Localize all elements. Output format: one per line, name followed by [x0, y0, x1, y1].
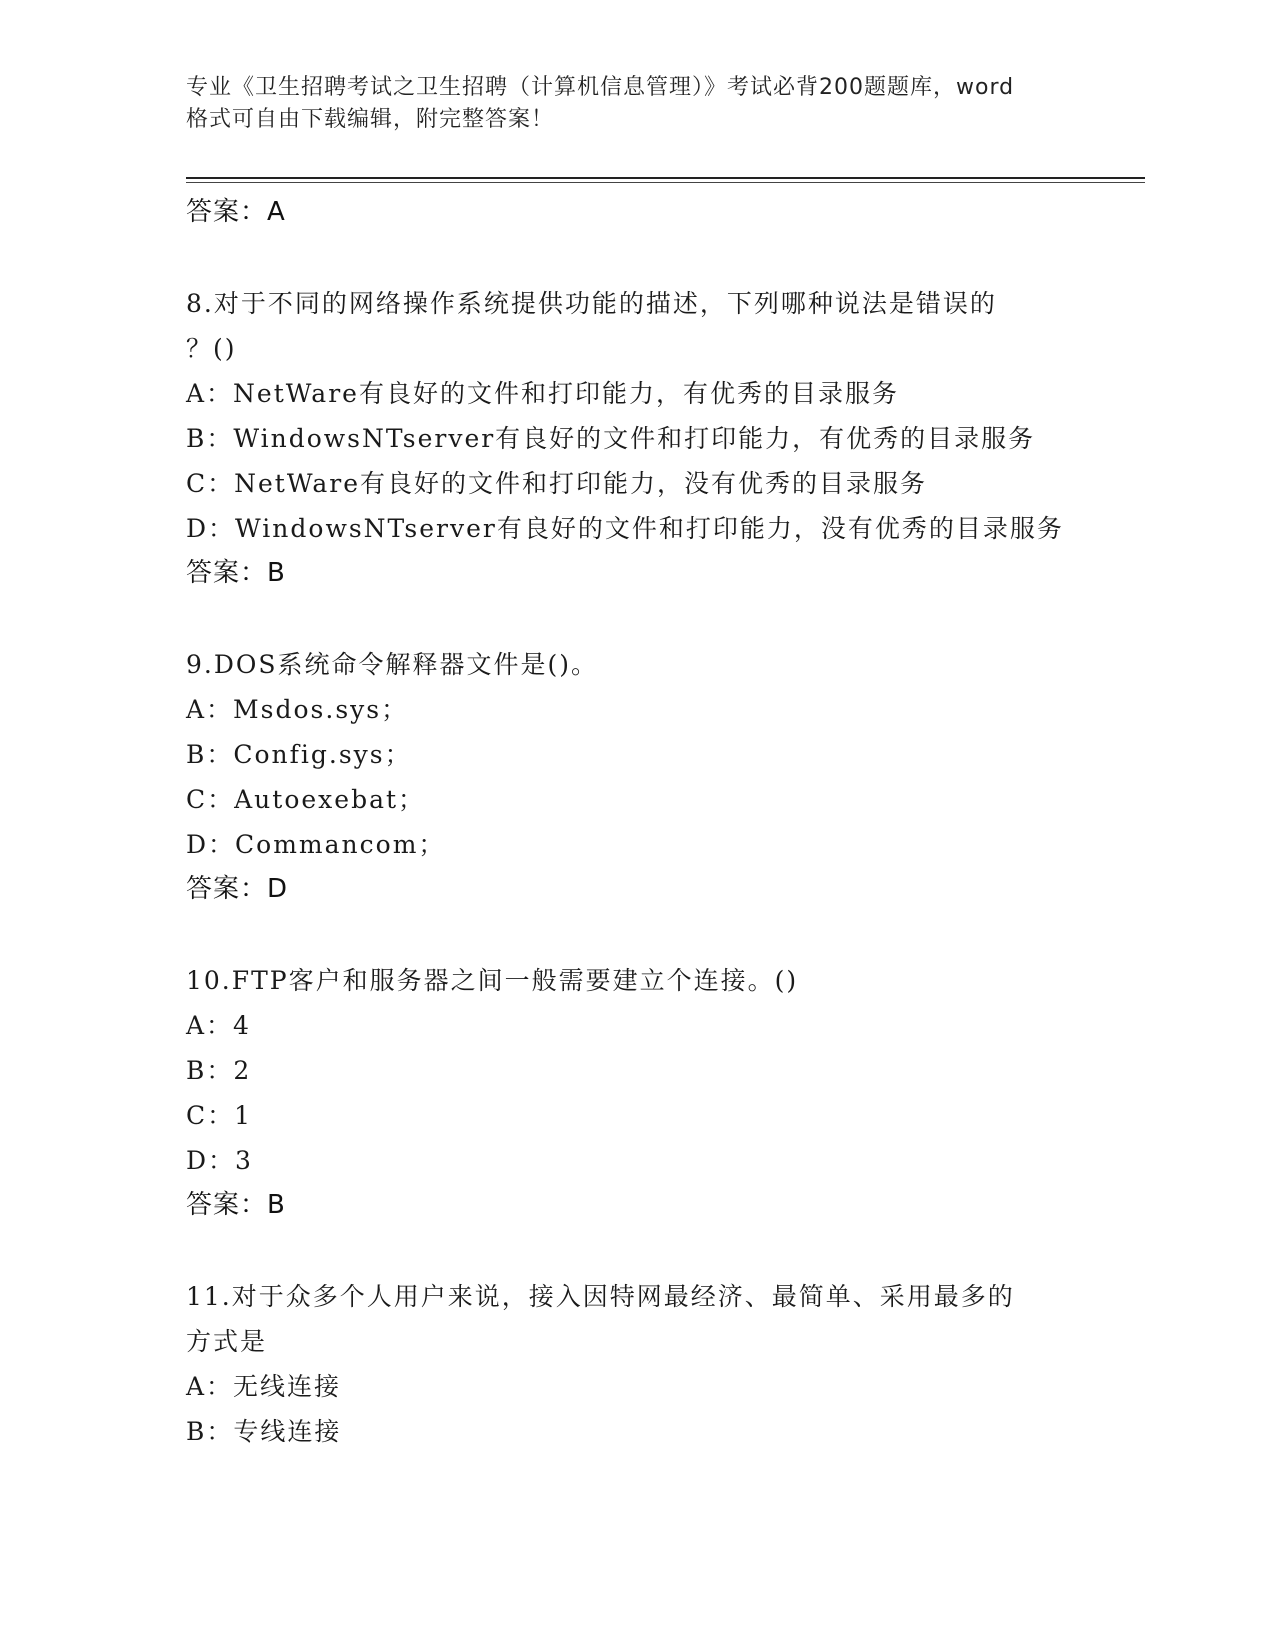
question-text: 9.DOS系统命令解释器文件是()。 — [186, 650, 599, 679]
answer-label: 答案：A — [186, 197, 286, 227]
question-list — [186, 190, 1086, 1454]
question-block — [186, 281, 1086, 596]
option-b: B：2 — [186, 1056, 252, 1085]
answer-label: 答案：B — [186, 558, 286, 588]
header-rule-thick — [186, 177, 1145, 179]
document-header — [186, 72, 1086, 136]
option-d: D：Commancom； — [186, 830, 446, 859]
option-d: D：3 — [186, 1146, 253, 1175]
option-a: A：Msdos.sys； — [186, 695, 409, 724]
option-a: A：4 — [186, 1011, 251, 1040]
question-text-continued: 方式是 — [186, 1327, 268, 1356]
option-c: C：NetWare有良好的文件和打印能力，没有优秀的目录服务 — [186, 469, 928, 498]
question-block — [186, 1274, 1086, 1454]
question-block — [186, 642, 1086, 912]
option-d: D：WindowsNTserver有良好的文件和打印能力，没有优秀的目录服务 — [186, 514, 1064, 543]
answer-label: 答案：D — [186, 874, 289, 904]
header-line-2: 格式可自由下载编辑，附完整答案！ — [186, 107, 555, 132]
option-b: B：WindowsNTserver有良好的文件和打印能力，有优秀的目录服务 — [186, 424, 1036, 453]
question-text-continued: ？() — [186, 334, 237, 363]
option-b: B：专线连接 — [186, 1417, 342, 1446]
header-rule-thin — [186, 182, 1145, 183]
question-text: 8.对于不同的网络操作系统提供功能的描述，下列哪种说法是错误的 — [186, 289, 997, 318]
answer-label: 答案：B — [186, 1190, 286, 1220]
question-block — [186, 958, 1086, 1228]
option-a: A：NetWare有良好的文件和打印能力，有优秀的目录服务 — [186, 379, 899, 408]
question-text: 10.FTP客户和服务器之间一般需要建立个连接。() — [186, 966, 799, 995]
option-c: C：1 — [186, 1101, 253, 1130]
option-b: B：Config.sys； — [186, 740, 412, 769]
option-c: C：Autoexebat； — [186, 785, 426, 814]
option-a: A：无线连接 — [186, 1372, 342, 1401]
question-text: 11.对于众多个人用户来说，接入因特网最经济、最简单、采用最多的 — [186, 1282, 1015, 1311]
header-line-1: 专业《卫生招聘考试之卫生招聘（计算机信息管理）》考试必背200题题库，word — [186, 75, 1015, 100]
